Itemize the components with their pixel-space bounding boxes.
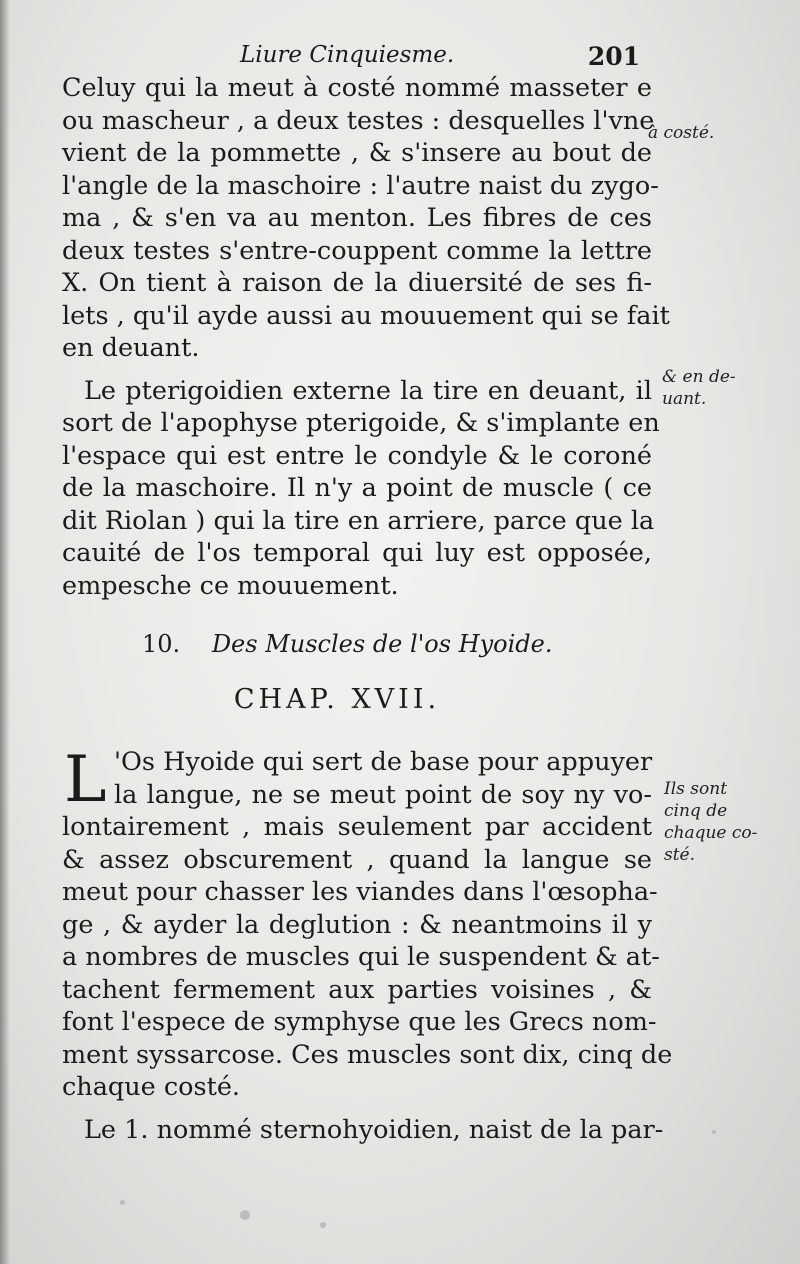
drop-cap-paragraph [62,743,653,817]
section-number: 10. [142,630,181,658]
margin-note: Ils sont cinq de chaque co- sté. [664,779,758,865]
text-line: vient de la pommette , & s'insere au bout de [62,138,652,168]
text-line: Le 1. nommé sternohyoidien, naist de la par- [84,1114,664,1145]
text-line: la langue, ne se meut point de soy ny vo- [114,779,652,810]
page-edge-shadow [0,0,10,1264]
running-title: Liure Cinquiesme. [240,42,455,68]
text-line: 'Os Hyoide qui sert de base pour appuyer [114,747,653,777]
section-title: Des Muscles de l'os Hyoide. [211,630,553,658]
text-line: l'espace qui est entre le condyle & le coroné [62,440,652,471]
text-line: ma , & s'en va au menton. Les fibres de ces [62,203,652,233]
text-line: Celuy qui la meut à costé nommé masseter e [62,73,652,103]
text-line: font l'espece de symphyse que les Grecs nom- [62,1007,657,1037]
text-line: en deuant. [62,333,200,363]
text-line: sort de l'apophyse pterigoide, & s'implante en [62,408,660,438]
text-line: lontairement , mais seulement par accident [62,812,652,842]
drop-cap: L [64,743,107,817]
text-line: deux testes s'entre-couppent comme la lettre [62,235,652,266]
section-heading [62,628,652,664]
running-header [60,42,640,76]
text-line: ou mascheur , a deux testes : desquelles l'vne [62,105,655,136]
text-line: l'angle de la maschoire : l'autre naist du zygo- [62,170,659,201]
main-text [62,72,673,1146]
text-line: empesche ce mouuement. [62,570,399,601]
margin-note: à costé. [648,123,715,143]
text-line: X. On tient à raison de la diuersité de ses fi- [62,268,652,298]
margin-note: & en de- uant. [662,367,736,409]
text-line: tachent fermement aux parties voisines , & [62,974,652,1005]
text-line: & assez obscurement , quand la langue se [62,844,652,875]
text-line: meut pour chasser les viandes dans l'œsopha- [62,877,658,907]
chapter-heading: CHAP. XVII. [233,684,441,715]
text-line: ment syssarcose. Ces muscles sont dix, cinq de [62,1039,673,1070]
text-line: lets , qu'il ayde aussi au mouuement qui se fait [62,300,670,331]
text-line: de la maschoire. Il n'y a point de muscle ( ce [62,473,652,503]
text-line: cauité de l'os temporal qui luy est opposée, [62,538,652,568]
text-line: Le pterigoidien externe la tire en deuant, il [84,375,652,406]
text-line: chaque costé. [62,1072,241,1102]
text-line: dit Riolan ) qui la tire en arriere, parce que la [62,505,655,536]
page-number: 201 [587,42,640,71]
text-line: a nombres de muscles qui le suspendent & at- [62,942,660,972]
text-line: ge , & ayder la deglution : & neantmoins il y [62,909,652,940]
